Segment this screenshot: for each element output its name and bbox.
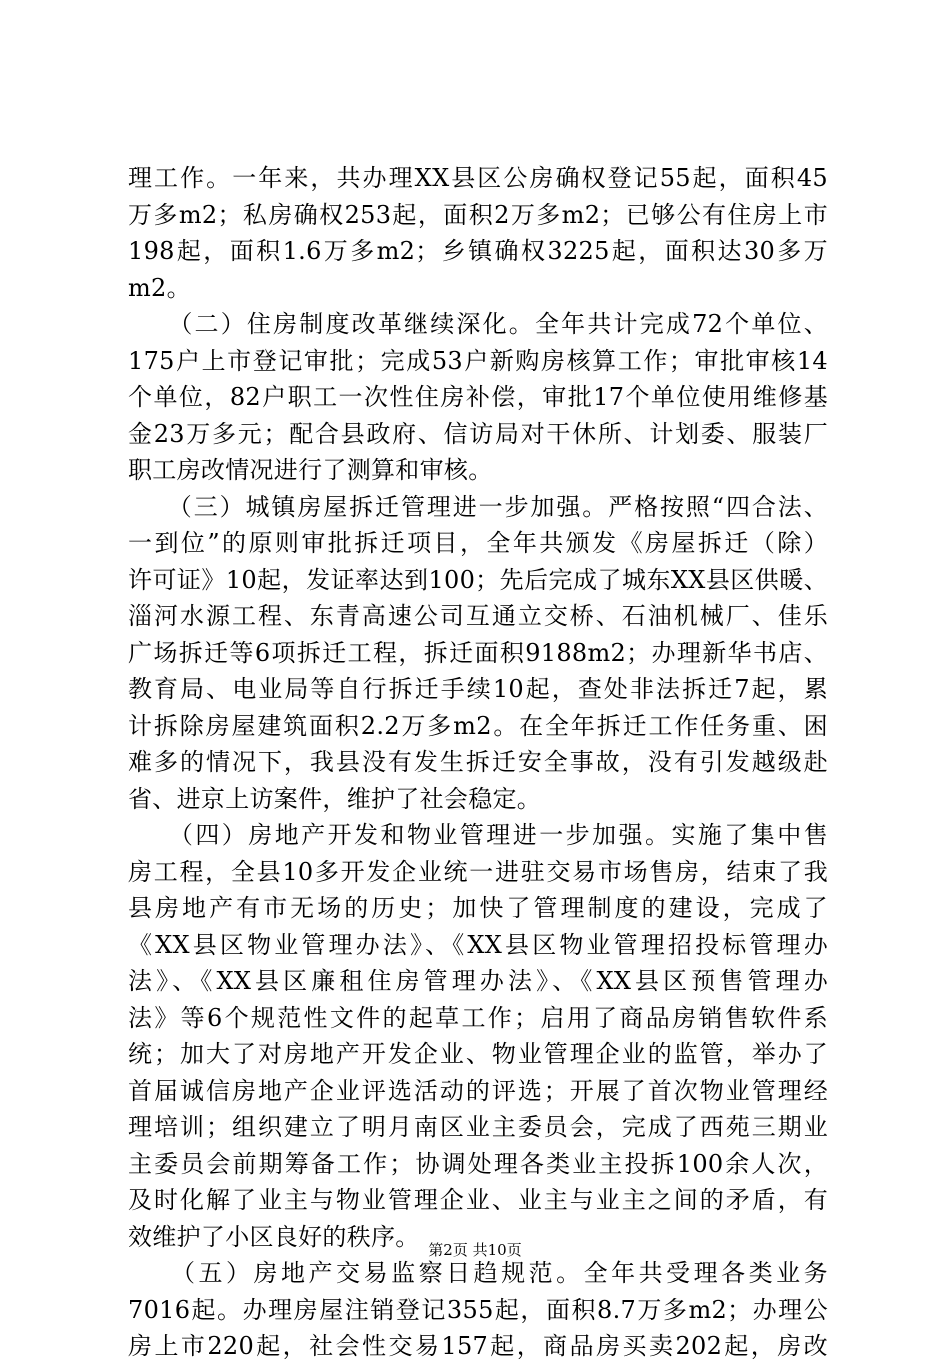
- text-line: 7016起。办理房屋注销登记355起，面积8.7万多m2；办理公: [128, 1295, 828, 1324]
- text-line: 许可证》10起，发证率达到100；先后完成了城东XX县区供暖、: [128, 565, 828, 594]
- text-line: 及时化解了业主与物业管理企业、业主与业主之间的矛盾，有: [128, 1186, 828, 1214]
- text-line: 175户上市登记审批；完成53户新购房核算工作；审批审核14: [128, 346, 828, 375]
- text-line: 职工房改情况进行了测算和审核。: [128, 456, 493, 484]
- text-line: 广场拆迁等6项拆迁工程，拆迁面积9188m2；办理新华书店、: [128, 638, 828, 667]
- text-line: 万多m2；私房确权253起，面积2万多m2；已够公有住房上市: [128, 200, 828, 229]
- text-line: 法》、《XX县区廉租住房管理办法》、《XX县区预售管理办: [128, 967, 828, 995]
- text-line: 省、进京上访案件，维护了社会稳定。: [128, 784, 542, 813]
- text-line: 教育局、电业局等自行拆迁手续10起，查处非法拆迁7起，累: [128, 675, 828, 703]
- document-body: [128, 160, 828, 1365]
- text-line: （三）城镇房屋拆迁管理进一步加强。严格按照“四合法、: [128, 492, 828, 521]
- text-line: 效维护了小区良好的秩序。: [128, 1222, 420, 1251]
- text-line: m2。: [128, 273, 191, 302]
- text-line: （五）房地产交易监察日趋规范。全年共受理各类业务: [128, 1259, 828, 1287]
- text-line: （四）房地产开发和物业管理进一步加强。实施了集中售: [128, 821, 828, 849]
- text-line: 房工程，全县10多开发企业统一进驻交易市场售房，结束了我: [128, 857, 828, 886]
- text-line: 理培训；组织建立了明月南区业主委员会，完成了西苑三期业: [128, 1113, 828, 1141]
- text-line: （二）住房制度改革继续深化。全年共计完成72个单位、: [128, 310, 828, 338]
- text-line: 金23万多元；配合县政府、信访局对干休所、计划委、服装厂: [128, 419, 828, 448]
- text-line: 难多的情况下，我县没有发生拆迁安全事故，没有引发越级赴: [128, 748, 828, 776]
- text-line: 首届诚信房地产企业评选活动的评选；开展了首次物业管理经: [128, 1076, 828, 1105]
- text-line: 一到位”的原则审批拆迁项目，全年共颁发《房屋拆迁（除）: [128, 529, 828, 557]
- text-line: 《XX县区物业管理办法》、《XX县区物业管理招投标管理办: [128, 930, 828, 959]
- text-line: 统；加大了对房地产开发企业、物业管理企业的监管，举办了: [128, 1040, 828, 1068]
- page-footer: 第2页 共10页: [428, 1241, 522, 1259]
- text-line: 198起，面积1.6万多m2；乡镇确权3225起，面积达30多万: [128, 237, 828, 265]
- text-line: 房上市220起，社会性交易157起，商品房买卖202起，房改: [128, 1332, 828, 1360]
- text-line: 理工作。一年来，共办理XX县区公房确权登记55起，面积45: [128, 164, 828, 192]
- text-line: 法》等6个规范性文件的起草工作；启用了商品房销售软件系: [128, 1003, 828, 1032]
- text-line: 计拆除房屋建筑面积2.2万多m2。在全年拆迁工作任务重、困: [128, 711, 828, 740]
- text-line: 个单位，82户职工一次性住房补偿，审批17个单位使用维修基: [128, 383, 828, 411]
- text-line: 县房地产有市无场的历史；加快了管理制度的建设，完成了: [128, 894, 828, 922]
- text-line: 主委员会前期筹备工作；协调处理各类业主投拆100余人次，: [128, 1149, 828, 1178]
- text-line: 淄河水源工程、东青高速公司互通立交桥、石油机械厂、佳乐: [128, 602, 828, 630]
